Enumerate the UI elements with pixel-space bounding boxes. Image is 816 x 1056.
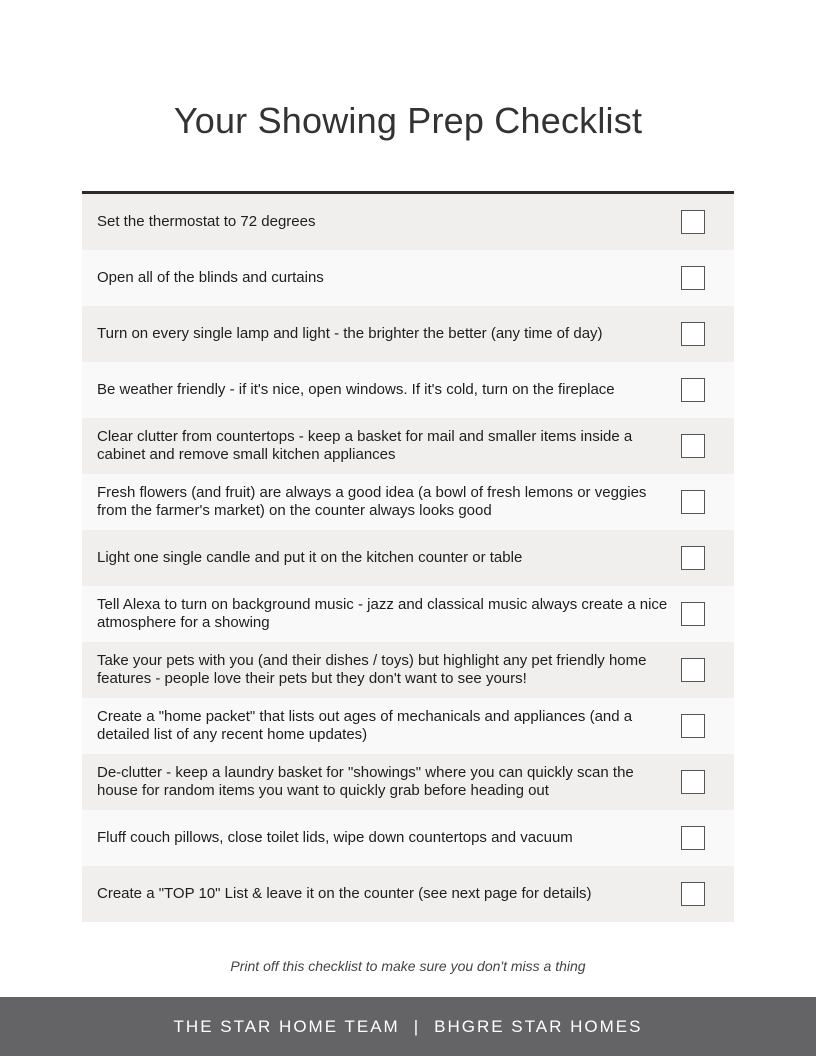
checklist-item-text: Set the thermostat to 72 degrees bbox=[97, 213, 316, 230]
checklist-row bbox=[82, 754, 734, 810]
checkbox[interactable] bbox=[681, 546, 705, 570]
checklist-row bbox=[82, 306, 734, 362]
footer-separator: | bbox=[413, 1016, 421, 1036]
checklist-item-text: Turn on every single lamp and light - the brighter the better (any time of day) bbox=[97, 325, 603, 342]
checkbox[interactable] bbox=[681, 322, 705, 346]
checklist-row bbox=[82, 866, 734, 922]
footer-bar bbox=[0, 997, 816, 1056]
checklist-row bbox=[82, 642, 734, 698]
checkbox[interactable] bbox=[681, 266, 705, 290]
checklist-row bbox=[82, 530, 734, 586]
checkbox[interactable] bbox=[681, 658, 705, 682]
checklist-row bbox=[82, 586, 734, 642]
checkbox[interactable] bbox=[681, 714, 705, 738]
print-note: Print off this checklist to make sure you don't miss a thing bbox=[230, 958, 586, 974]
checklist-row bbox=[82, 474, 734, 530]
checklist-item-text: Tell Alexa to turn on background music - jazz and classical music always create a nice atmosphere for a showing bbox=[97, 596, 668, 631]
checklist-item-text: Open all of the blinds and curtains bbox=[97, 269, 324, 286]
checkbox[interactable] bbox=[681, 490, 705, 514]
checkbox[interactable] bbox=[681, 434, 705, 458]
checklist-row bbox=[82, 810, 734, 866]
checkbox[interactable] bbox=[681, 826, 705, 850]
checklist-item-text: De-clutter - keep a laundry basket for "showings" where you can quickly scan the house for random items you want to quickly grab before heading out bbox=[97, 764, 634, 799]
checklist-row bbox=[82, 698, 734, 754]
checklist-row bbox=[82, 362, 734, 418]
checkbox[interactable] bbox=[681, 210, 705, 234]
checkbox[interactable] bbox=[681, 882, 705, 906]
checklist-item-text: Take your pets with you (and their dishes / toys) but highlight any pet friendly home features - people love their pets but they don't want to see yours! bbox=[97, 652, 647, 687]
checklist-row bbox=[82, 418, 734, 474]
checkbox[interactable] bbox=[681, 770, 705, 794]
checklist-item-text: Be weather friendly - if it's nice, open windows. If it's cold, turn on the fireplace bbox=[97, 381, 615, 398]
checklist-item-text: Create a "home packet" that lists out ages of mechanicals and appliances (and a detailed list of any recent home updates) bbox=[97, 708, 633, 743]
checklist-item-text: Light one single candle and put it on the kitchen counter or table bbox=[97, 549, 523, 566]
checkbox[interactable] bbox=[681, 378, 705, 402]
checklist-item-text: Create a "TOP 10" List & leave it on the counter (see next page for details) bbox=[97, 885, 592, 902]
checklist-item-text: Clear clutter from countertops - keep a basket for mail and smaller items inside a cabinet and remove small kitchen appliances bbox=[97, 428, 633, 463]
footer-brokerage-name: BHGRE STAR HOMES bbox=[434, 1016, 643, 1036]
checklist-row bbox=[82, 250, 734, 306]
checklist-item-text: Fresh flowers (and fruit) are always a good idea (a bowl of fresh lemons or veggies from the farmer's market) on the counter always looks good bbox=[97, 484, 647, 519]
checklist bbox=[82, 191, 734, 922]
checklist-row bbox=[82, 194, 734, 250]
checkbox[interactable] bbox=[681, 602, 705, 626]
checklist-item-text: Fluff couch pillows, close toilet lids, wipe down countertops and vacuum bbox=[97, 829, 573, 846]
page-title: Your Showing Prep Checklist bbox=[173, 100, 643, 141]
footer-team-name: THE STAR HOME TEAM bbox=[173, 1016, 400, 1036]
